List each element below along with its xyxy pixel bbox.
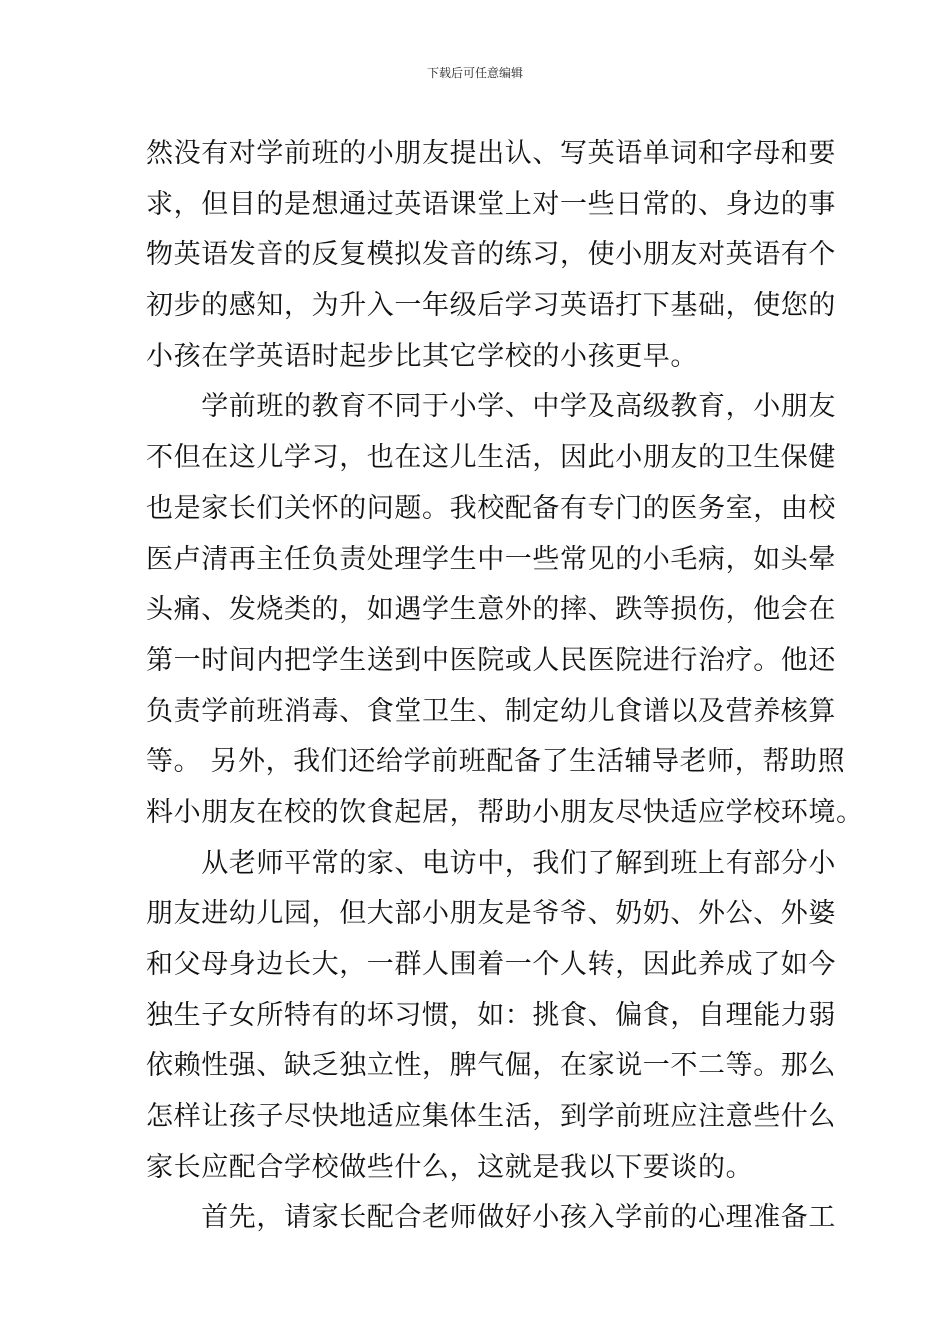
text-line: 负责学前班消毒、食堂卫生、制定幼儿食谱以及营养核算: [146, 695, 836, 727]
text-line: 第一时间内把学生送到中医院或人民医院进行治疗。他还: [146, 644, 836, 676]
text-line: 然没有对学前班的小朋友提出认、写英语单词和字母和要: [146, 138, 836, 169]
text-line: 初步的感知，为升入一年级后学习英语打下基础，使您的: [146, 290, 836, 322]
text-line: 从老师平常的家、电访中，我们了解到班上有部分小: [146, 847, 836, 879]
text-line: 怎样让孩子尽快地适应集体生活，到学前班应注意些什么: [146, 1101, 836, 1133]
text-line: 和父母身边长大，一群人围着一个人转，因此养成了如今: [146, 949, 836, 980]
text-line: 朋友进幼儿园，但大部小朋友是爷爷、奶奶、外公、外婆: [146, 898, 836, 930]
text-line: 求，但目的是想通过英语课堂上对一些日常的、身边的事: [146, 188, 836, 220]
text-line: 首先，请家长配合老师做好小孩入学前的心理准备工: [146, 1202, 836, 1234]
text-line: 料小朋友在校的饮食起居，帮助小朋友尽快适应学校环境。: [146, 796, 864, 828]
text-line: 等。 另外，我们还给学前班配备了生活辅导老师，帮助照: [146, 746, 846, 778]
text-line: 家长应配合学校做些什么，这就是我以下要谈的。: [146, 1151, 754, 1183]
text-line: 学前班的教育不同于小学、中学及高级教育，小朋友: [146, 391, 836, 423]
text-line: 依赖性强、缺乏独立性，脾气倔，在家说一不二等。那么: [146, 1050, 836, 1082]
text-line: 物英语发音的反复模拟发音的练习，使小朋友对英语有个: [146, 239, 836, 271]
text-line: 医卢清再主任负责处理学生中一些常见的小毛病，如头晕: [146, 543, 836, 575]
text-line: 独生子女所特有的坏习惯，如：挑食、偏食，自理能力弱: [146, 999, 836, 1031]
page-header: 下载后可任意编辑: [426, 66, 523, 80]
text-line: 不但在这儿学习，也在这儿生活，因此小朋友的卫生保健: [146, 442, 836, 474]
text-line: 小孩在学英语时起步比其它学校的小孩更早。: [146, 340, 698, 372]
text-line: 头痛、发烧类的，如遇学生意外的摔、跌等损伤，他会在: [146, 594, 836, 626]
text-line: 也是家长们关怀的问题。我校配备有专门的医务室，由校: [146, 492, 836, 524]
document-body: [146, 129, 864, 1244]
